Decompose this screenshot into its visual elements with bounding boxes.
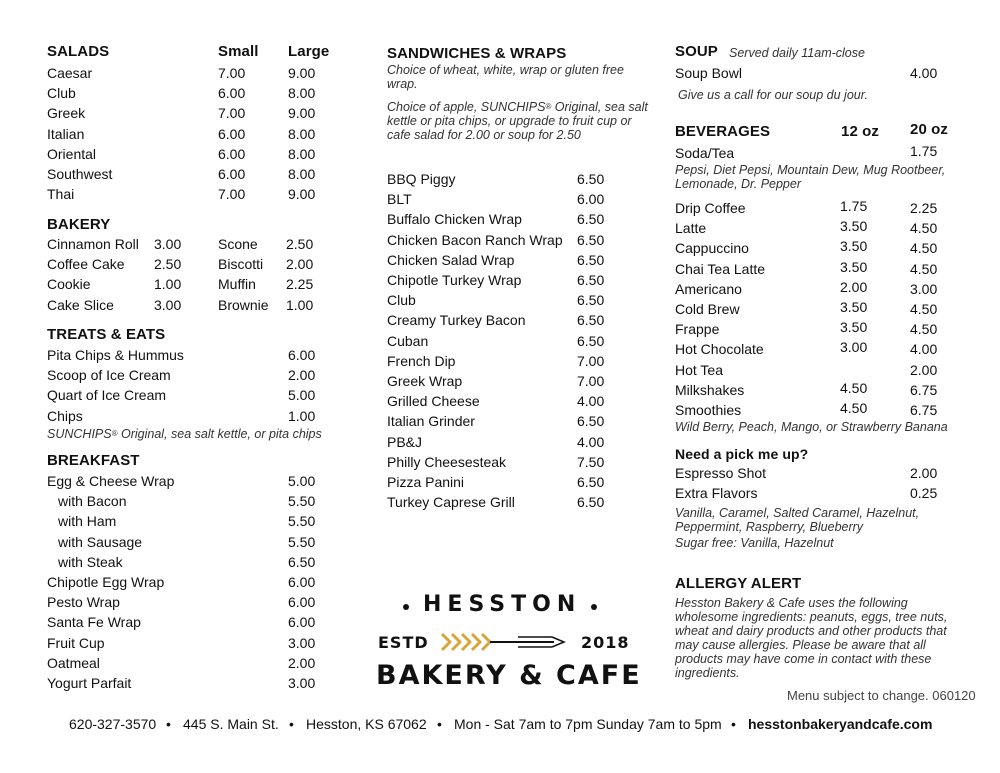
bev-row <box>675 278 975 301</box>
breakfast-row <box>47 594 337 614</box>
footer-phone: 620-327-3570 <box>69 716 157 732</box>
logo-bakery-cafe: BAKERY & CAFE <box>376 660 642 691</box>
item-price: 6.50 <box>577 251 605 268</box>
price-large: 9.00 <box>288 105 316 122</box>
breakfast-row <box>47 493 337 513</box>
soda-note: Pepsi, Diet Pepsi, Mountain Dew, Mug Rootbeer, Lemonade, Dr. Pepper <box>675 163 946 191</box>
item-price: 3.00 <box>288 675 316 691</box>
price-20oz: 2.25 <box>910 200 938 216</box>
wheat-icon <box>438 631 568 653</box>
pickme-row <box>675 485 975 505</box>
price-12oz: 3.50 <box>840 218 868 235</box>
salads-large-header: Large <box>288 43 330 60</box>
item-name: Latte <box>675 220 707 237</box>
breakfast-row <box>47 534 337 554</box>
price-12oz: 2.00 <box>840 278 868 295</box>
bakery-row <box>218 276 328 296</box>
item-name: Chipotle Egg Wrap <box>47 574 165 590</box>
treats-row <box>47 387 337 407</box>
item-price: 6.50 <box>577 312 605 329</box>
price-small: 6.00 <box>218 145 246 162</box>
item-name: Cuban <box>387 332 429 349</box>
item-name: Chai Tea Latte <box>675 260 766 277</box>
sandwiches-bread-note: Choice of wheat, white, wrap or gluten free wrap. <box>387 63 624 91</box>
price-large: 8.00 <box>288 85 316 102</box>
bakery-row <box>218 256 328 276</box>
item-price: 6.50 <box>577 413 605 430</box>
item-name: Hot Chocolate <box>675 341 764 358</box>
item-name: Chipotle Turkey Wrap <box>387 272 522 288</box>
item-price: 6.00 <box>288 594 316 611</box>
item-name: Cake Slice <box>47 296 114 313</box>
soda-name: Soda/Tea <box>675 145 735 161</box>
breakfast-row <box>47 473 337 493</box>
item-name: French Dip <box>387 352 456 369</box>
salads-row <box>47 65 337 85</box>
price-12oz: 4.50 <box>840 379 868 396</box>
price-large: 8.00 <box>288 145 316 162</box>
bakery-row <box>47 256 197 276</box>
sandwich-row <box>387 373 617 393</box>
breakfast-row <box>47 614 337 634</box>
bev-row <box>675 220 975 240</box>
item-name: Smoothies <box>675 402 742 418</box>
treats-row <box>47 347 337 367</box>
flavors-note: Vanilla, Caramel, Salted Caramel, Hazelnut, Peppermint, Raspberry, Blueberry <box>675 506 920 534</box>
sandwiches-side-note <box>387 100 649 142</box>
bev-row <box>675 301 975 321</box>
logo-estd: ESTD <box>378 633 429 652</box>
item-price: 1.00 <box>286 296 314 313</box>
item-price: 5.00 <box>288 473 316 489</box>
footer-sep-2: • <box>289 716 294 732</box>
beverages-heading: BEVERAGES <box>675 123 771 140</box>
logo-year: 2018 <box>581 633 630 652</box>
item-name: Fruit Cup <box>47 634 105 651</box>
item-name: with Steak <box>58 553 123 570</box>
sandwiches-note-reg: ® <box>545 102 552 111</box>
price-large: 9.00 <box>288 65 316 81</box>
footer-sep-3: • <box>437 716 442 732</box>
item-name: Club <box>47 85 76 102</box>
price-12oz: 3.50 <box>840 319 868 336</box>
bakery-row <box>47 297 197 317</box>
sandwich-row <box>387 171 617 191</box>
sandwich-row <box>387 191 617 211</box>
bakery-row <box>47 276 197 296</box>
item-price: 5.00 <box>288 387 316 404</box>
soup-bowl-price: 4.00 <box>910 65 938 81</box>
item-name: Extra Flavors <box>675 485 758 502</box>
item-price: 6.50 <box>577 171 605 187</box>
price-20oz: 2.00 <box>910 361 938 378</box>
treats-chips-note <box>47 427 322 441</box>
item-name: Thai <box>47 186 75 203</box>
price-20oz: 6.75 <box>910 381 938 398</box>
item-price: 1.00 <box>154 276 182 293</box>
item-name: Frappe <box>675 321 720 338</box>
beverages-12oz-header: 12 oz <box>841 123 880 140</box>
item-name: with Ham <box>58 513 117 530</box>
footer-city: Hesston, KS 67062 <box>306 716 427 732</box>
item-name: Americano <box>675 280 742 297</box>
salads-small-header: Small <box>218 43 259 60</box>
footer-address: 445 S. Main St. <box>183 716 279 732</box>
breakfast-row <box>47 675 337 695</box>
item-name: Coffee Cake <box>47 256 125 273</box>
item-price: 5.50 <box>288 493 316 510</box>
bev-row <box>675 200 975 220</box>
smoothie-flavors-note: Wild Berry, Peach, Mango, or Strawberry Banana <box>675 420 948 434</box>
logo-dot-left <box>403 604 409 610</box>
item-price: 6.00 <box>288 614 316 631</box>
item-price: 6.50 <box>288 553 316 570</box>
pickme-heading: Need a pick me up? <box>675 446 809 462</box>
soup-bowl-name: Soup Bowl <box>675 65 742 81</box>
item-price: 4.00 <box>577 393 605 410</box>
item-price: 3.00 <box>288 634 316 651</box>
price-small: 6.00 <box>218 85 246 102</box>
sandwiches-heading: SANDWICHES & WRAPS <box>387 45 567 62</box>
price-20oz: 4.50 <box>910 240 938 257</box>
breakfast-row <box>47 513 337 533</box>
sandwich-row <box>387 474 617 494</box>
footer-sep-1: • <box>166 716 171 732</box>
sugar-free-note: Sugar free: Vanilla, Hazelnut <box>675 536 834 550</box>
item-price: 6.50 <box>577 272 605 288</box>
item-name: Drip Coffee <box>675 200 746 216</box>
sandwich-row <box>387 252 617 272</box>
item-price: 2.00 <box>910 465 938 481</box>
price-12oz: 4.50 <box>840 400 868 416</box>
sandwich-row <box>387 353 617 373</box>
item-name: Club <box>387 292 416 309</box>
item-price: 6.00 <box>288 347 316 363</box>
item-name: Quart of Ice Cream <box>47 387 167 404</box>
item-name: Chicken Bacon Ranch Wrap <box>387 231 563 248</box>
price-small: 7.00 <box>218 105 246 122</box>
sandwich-row <box>387 333 617 353</box>
bev-row <box>675 362 975 382</box>
item-price: 6.50 <box>577 231 605 248</box>
footer-sep-4: • <box>731 716 736 732</box>
item-price: 6.00 <box>288 574 316 590</box>
price-small: 6.00 <box>218 166 246 182</box>
sandwich-row <box>387 272 617 292</box>
logo-hesston: HESSTON <box>423 592 582 617</box>
item-name: Santa Fe Wrap <box>47 614 141 631</box>
soda-price: 1.75 <box>910 143 938 159</box>
sandwich-row <box>387 312 617 332</box>
item-price: 6.50 <box>577 292 605 309</box>
sandwich-row <box>387 393 617 413</box>
item-price: 2.50 <box>286 236 314 252</box>
item-name: Italian Grinder <box>387 413 475 430</box>
item-price: 6.50 <box>577 332 605 349</box>
price-12oz: 3.00 <box>840 339 868 356</box>
item-name: Italian <box>47 125 85 142</box>
allergy-text: Hesston Bakery & Cafe uses the following wholesome ingredients: peanuts, eggs, tree nuts, wheat and dairy products and other products that may cause allergies. Please be aware that all products may have come in contact with these ingredients. <box>675 596 948 680</box>
bakery-row <box>218 297 328 317</box>
price-20oz: 3.00 <box>910 280 938 297</box>
salads-row <box>47 146 337 166</box>
item-price: 2.00 <box>288 367 316 384</box>
item-name: Muffin <box>218 276 256 293</box>
item-price: 0.25 <box>910 485 938 502</box>
item-name: Cappuccino <box>675 240 749 257</box>
item-name: Brownie <box>218 296 269 313</box>
breakfast-heading: BREAKFAST <box>47 452 140 469</box>
price-12oz: 3.50 <box>840 299 868 315</box>
breakfast-row <box>47 574 337 594</box>
item-name: Cookie <box>47 276 91 293</box>
item-name: Buffalo Chicken Wrap <box>387 211 522 228</box>
sandwich-row <box>387 434 617 454</box>
treats-row <box>47 408 337 428</box>
item-price: 6.50 <box>577 211 605 228</box>
item-price: 1.00 <box>288 407 316 424</box>
sandwiches-note-b: Original, sea salt kettle or pita chips, or upgrade to fruit cup or cafe salad for 2.00 or soup for 2.50 <box>387 100 648 142</box>
beverages-20oz-header: 20 oz <box>910 121 949 138</box>
bev-row <box>675 379 975 402</box>
item-price: 4.00 <box>577 433 605 450</box>
item-name: Oriental <box>47 145 97 162</box>
item-name: Pesto Wrap <box>47 594 120 611</box>
breakfast-row <box>47 554 337 574</box>
bev-row <box>675 240 975 260</box>
item-price: 7.00 <box>577 352 605 369</box>
item-name: with Bacon <box>58 493 127 510</box>
item-name: BBQ Piggy <box>387 171 456 187</box>
salads-row <box>47 126 337 146</box>
soup-heading: SOUP <box>675 43 718 60</box>
item-name: Turkey Caprese Grill <box>387 494 515 511</box>
sandwich-row <box>387 232 617 252</box>
item-name: Pita Chips & Hummus <box>47 347 184 363</box>
item-price: 3.00 <box>154 296 182 313</box>
item-price: 7.50 <box>577 453 605 470</box>
price-20oz: 4.50 <box>910 220 938 237</box>
bakery-row <box>218 236 328 256</box>
item-name: Greek Wrap <box>387 373 463 389</box>
price-20oz: 4.50 <box>910 321 938 338</box>
item-price: 2.50 <box>154 256 182 273</box>
item-name: Oatmeal <box>47 654 100 671</box>
item-name: Scone <box>218 236 258 252</box>
sandwich-row <box>387 292 617 312</box>
breakfast-row <box>47 635 337 655</box>
menu-change-note: Menu subject to change. 060120 <box>787 688 976 703</box>
item-price: 2.00 <box>286 256 314 273</box>
breakfast-row <box>47 655 337 675</box>
salads-heading: SALADS <box>47 43 110 60</box>
item-name: with Sausage <box>58 533 143 550</box>
price-large: 9.00 <box>288 186 316 203</box>
price-20oz: 6.75 <box>910 402 938 418</box>
bev-row <box>675 321 975 341</box>
item-name: Greek <box>47 105 86 122</box>
treats-note-reg: ® <box>111 429 118 438</box>
price-12oz: 1.75 <box>840 198 868 214</box>
bakery-heading: BAKERY <box>47 216 111 233</box>
item-name: BLT <box>387 191 412 208</box>
soup-served-note: Served daily 11am-close <box>729 46 865 60</box>
footer-website-link[interactable]: hesstonbakeryandcafe.com <box>748 716 933 732</box>
price-12oz: 3.50 <box>840 258 868 275</box>
sandwich-row <box>387 413 617 433</box>
treats-heading: TREATS & EATS <box>47 326 166 343</box>
price-small: 7.00 <box>218 65 246 81</box>
price-20oz: 4.50 <box>910 301 938 317</box>
item-name: Egg & Cheese Wrap <box>47 473 175 489</box>
price-20oz: 4.00 <box>910 341 938 358</box>
item-price: 6.00 <box>577 191 605 208</box>
bev-row <box>675 258 975 281</box>
item-name: Grilled Cheese <box>387 393 480 410</box>
item-name: Yogurt Parfait <box>47 675 132 691</box>
price-12oz: 3.50 <box>840 238 868 255</box>
item-name: Milkshakes <box>675 381 745 398</box>
soda-row <box>675 145 975 165</box>
item-name: Hot Tea <box>675 361 723 378</box>
item-name: Espresso Shot <box>675 465 767 481</box>
item-name: Cinnamon Roll <box>47 236 139 252</box>
item-price: 6.50 <box>577 494 605 511</box>
item-name: Philly Cheesesteak <box>387 453 507 470</box>
item-name: Scoop of Ice Cream <box>47 367 171 384</box>
price-20oz: 4.50 <box>910 260 938 277</box>
bev-row <box>675 341 975 361</box>
item-name: Biscotti <box>218 256 264 273</box>
item-name: PB&J <box>387 433 423 450</box>
sandwich-row <box>387 494 617 514</box>
price-small: 6.00 <box>218 125 246 142</box>
price-large: 8.00 <box>288 166 316 182</box>
salads-row <box>47 105 337 125</box>
treats-note-brand: SUNCHIPS <box>47 427 112 441</box>
salads-row <box>47 186 337 206</box>
item-price: 2.00 <box>288 654 316 671</box>
item-name: Pizza Panini <box>387 474 465 490</box>
item-name: Chicken Salad Wrap <box>387 251 515 268</box>
bakery-row <box>47 236 197 256</box>
item-price: 3.00 <box>154 236 182 252</box>
sandwich-row <box>387 211 617 231</box>
soup-call-note: Give us a call for our soup du jour. <box>678 88 868 102</box>
sandwiches-note-a: Choice of apple, SUNCHIPS <box>387 100 546 114</box>
item-price: 6.50 <box>577 474 605 490</box>
item-price: 7.00 <box>577 373 605 389</box>
salads-row <box>47 85 337 105</box>
allergy-heading: ALLERGY ALERT <box>675 575 802 592</box>
item-name: Southwest <box>47 166 113 182</box>
item-name: Chips <box>47 407 83 424</box>
price-small: 7.00 <box>218 186 246 203</box>
treats-row <box>47 367 337 387</box>
pickme-row <box>675 465 975 485</box>
item-price: 5.50 <box>288 513 316 530</box>
treats-note-rest: Original, sea salt kettle, or pita chips <box>117 427 322 441</box>
sandwich-row <box>387 454 617 474</box>
bev-row <box>675 402 975 422</box>
price-large: 8.00 <box>288 125 316 142</box>
item-price: 2.25 <box>286 276 314 293</box>
footer-hours: Mon - Sat 7am to 7pm Sunday 7am to 5pm <box>454 716 722 732</box>
item-price: 5.50 <box>288 533 316 550</box>
item-name: Caesar <box>47 65 93 81</box>
item-name: Cold Brew <box>675 301 740 317</box>
item-name: Creamy Turkey Bacon <box>387 312 526 329</box>
soup-bowl-row <box>675 65 975 85</box>
salads-row <box>47 166 337 186</box>
logo-dot-right <box>591 604 597 610</box>
